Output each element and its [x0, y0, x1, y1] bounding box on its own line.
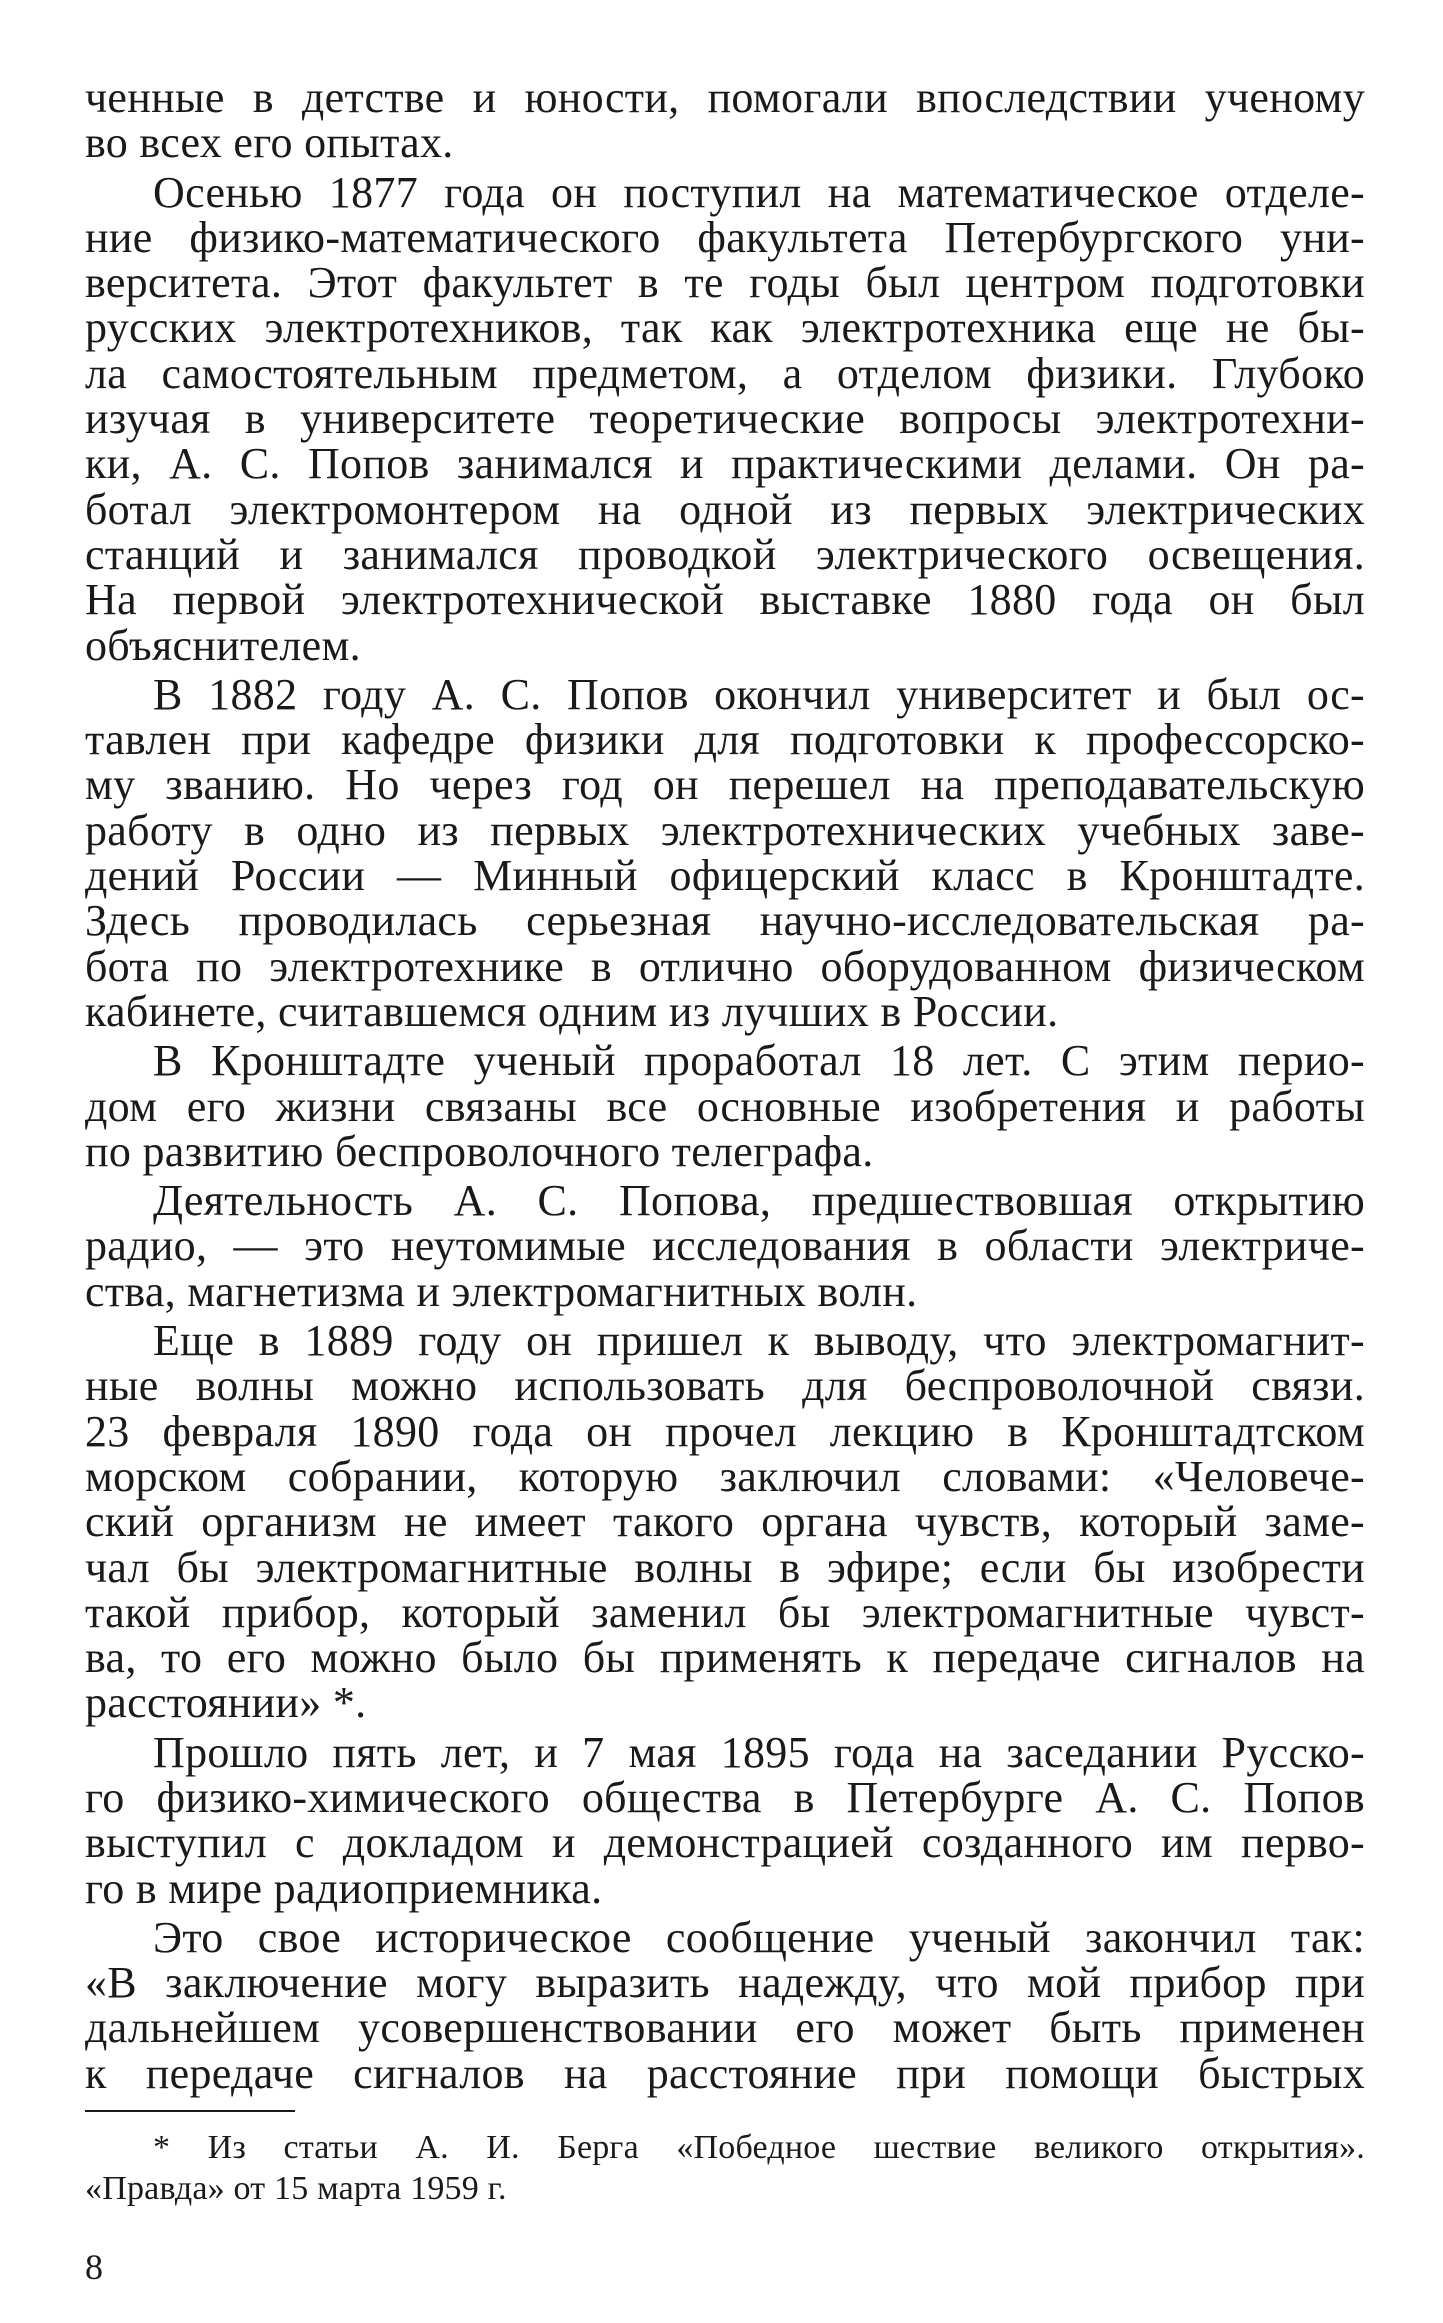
- text-line: ние физико-математического факультета Петербургского уни-: [85, 212, 1365, 262]
- text-line: морском собрании, которую заключил словами: «Человече-: [85, 1451, 1365, 1501]
- text-line: объяснителем.: [85, 620, 361, 670]
- text-line: по развитию беспроволочного телеграфа.: [85, 1126, 874, 1176]
- text-line: ботал электромонтером на одной из первых электрических: [85, 484, 1365, 534]
- text-line: тавлен при кафедре физики для подготовки к профессорско-: [85, 715, 1365, 765]
- footnote-line: «Правда» от 15 марта 1959 г.: [85, 2170, 507, 2207]
- text-line: русских электротехников, так как электротехника еще не бы-: [85, 303, 1365, 353]
- text-line: кабинете, считавшемся одним из лучших в России.: [85, 986, 1059, 1036]
- text-line: к передаче сигналов на расстояние при помощи быстрых: [85, 2048, 1365, 2098]
- footnote: [85, 2127, 1365, 2209]
- text-line: ва, то его можно было бы применять к передаче сигналов на: [85, 1633, 1365, 1683]
- paragraph: [85, 1038, 1365, 1174]
- text-line: бота по электротехнике в отлично оборудованном физическом: [85, 941, 1365, 991]
- text-line: ский организм не имеет такого органа чувств, который заме-: [85, 1497, 1365, 1547]
- text-line: чал бы электромагнитные волны в эфире; если бы изобрести: [85, 1542, 1365, 1592]
- text-line: выступил с докладом и демонстрацией созданного им перво-: [85, 1818, 1365, 1868]
- text-line: му званию. Но через год он перешел на преподавательскую: [85, 760, 1365, 810]
- text-line: В 1882 году А. С. Попов окончил университет и был ос-: [153, 669, 1365, 719]
- text-line: ла самостоятельным предметом, а отделом физики. Глубоко: [85, 348, 1365, 398]
- text-line: расстоянии» *.: [85, 1678, 367, 1728]
- paragraph: [85, 669, 1365, 1036]
- text-line: го физико-химического общества в Петербурге А. С. Попов: [85, 1772, 1365, 1822]
- text-line: «В заключение могу выразить надежду, что мой прибор при: [85, 1958, 1365, 2008]
- text-line: радио, — это неутомимые исследования в области электриче-: [85, 1221, 1365, 1271]
- text-line: дальнейшем усовершенствовании его может быть применен: [85, 2003, 1365, 2053]
- text-line: во всех его опытах.: [85, 118, 454, 168]
- text-line: Деятельность А. С. Попова, предшествовшая открытию: [153, 1176, 1365, 1226]
- text-line: дом его жизни связаны все основные изобретения и работы: [85, 1081, 1365, 1131]
- text-line: На первой электротехнической выставке 1880 года он был: [85, 575, 1365, 625]
- page-number: 8: [85, 2247, 103, 2287]
- paragraph: [85, 1178, 1365, 1314]
- text-line: ченные в детстве и юности, помогали впоследствии ученому: [85, 73, 1365, 122]
- text-line: 23 февраля 1890 года он прочел лекцию в Кронштадтском: [85, 1406, 1365, 1456]
- text-line: ства, магнетизма и электромагнитных волн.: [85, 1266, 918, 1316]
- text-line: ки, А. С. Попов занимался и практическими делами. Он ра-: [85, 439, 1365, 489]
- text-line: Это свое историческое сообщение ученый закончил так:: [153, 1912, 1365, 1962]
- text-line: Прошло пять лет, и 7 мая 1895 года на заседании Русско-: [153, 1727, 1365, 1777]
- text-line: ные волны можно использовать для беспроволочной связи.: [85, 1361, 1365, 1411]
- text-line: дений России — Минный офицерский класс в Кронштадте.: [85, 851, 1365, 901]
- paragraph: [85, 1318, 1365, 1726]
- paragraph: [85, 1912, 1365, 2098]
- main-text: [85, 75, 1365, 2096]
- paragraph: [85, 75, 1365, 166]
- text-line: такой прибор, который заменил бы электромагнитные чувст-: [85, 1587, 1365, 1637]
- text-line: Осенью 1877 года он поступил на математическое отделе-: [153, 167, 1365, 217]
- page-body: [85, 75, 1365, 2096]
- text-line: станций и занимался проводкой электрического освещения.: [85, 529, 1365, 579]
- paragraph: [85, 167, 1365, 670]
- text-line: верситета. Этот факультет в те годы был центром подготовки: [85, 258, 1365, 308]
- footnote-divider: [85, 2110, 295, 2112]
- paragraph: [85, 1727, 1365, 1913]
- text-line: В Кронштадте ученый проработал 18 лет. С этим перио-: [153, 1036, 1365, 1086]
- footnote-line: * Из статьи А. И. Берга «Победное шествие великого открытия».: [153, 2129, 1365, 2166]
- text-line: Еще в 1889 году он пришел к выводу, что электромагнит-: [153, 1316, 1365, 1366]
- text-line: Здесь проводилась серьезная научно-исследовательская ра-: [85, 896, 1365, 946]
- text-line: изучая в университете теоретические вопросы электротехни-: [85, 394, 1365, 444]
- text-line: работу в одно из первых электротехнических учебных заве-: [85, 805, 1365, 855]
- text-line: го в мире радиоприемника.: [85, 1863, 603, 1913]
